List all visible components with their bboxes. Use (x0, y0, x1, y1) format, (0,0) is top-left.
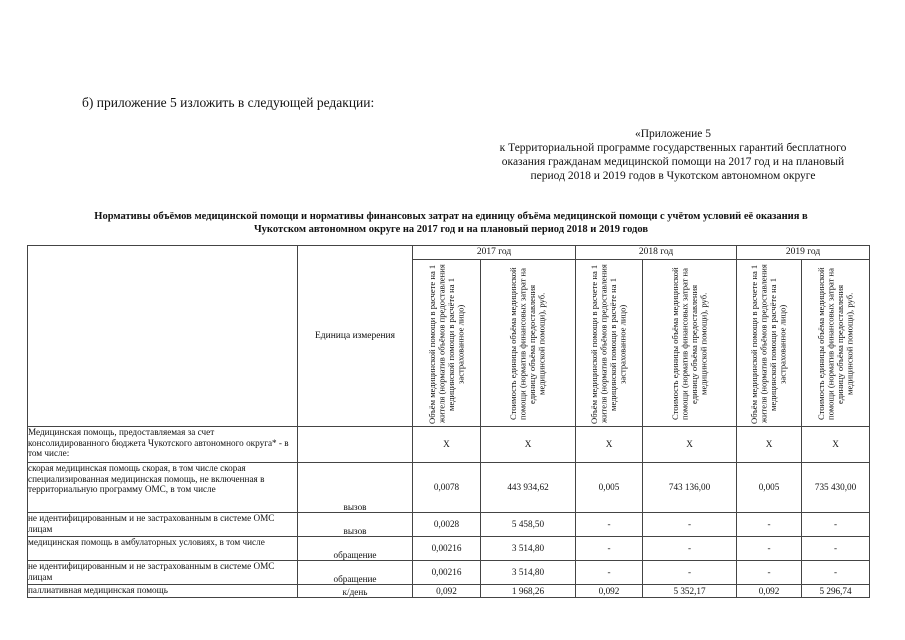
cell-value: - (802, 561, 870, 585)
row-unit: вызов (298, 463, 413, 513)
vertical-label: Стоимость единицы объёма медицинской помощи (норматив финансовых затрат на единицу объёма предоставления медицинской помощи), руб. (669, 267, 709, 420)
table-title-line: Нормативы объёмов медицинской помощи и нормативы финансовых затрат на единицу объёма медицинской помощи с учётом условий её оказания в (94, 211, 808, 222)
amendment-intro: б) приложение 5 изложить в следующей редакции: (82, 95, 375, 110)
cell-value: 0,00216 (413, 561, 481, 585)
row-name: скорая медицинская помощь скорая, в том числе скорая специализированная медицинская помощь, не включенная в территориальную программу ОМС, в том числе (28, 463, 298, 513)
cell-value: - (737, 513, 802, 537)
vertical-label: Объём медицинской помощи в расчете на 1 жителя (норматив объёмов предоставления медицинской помощи в расчёте на 1 застрахованное лицо) (749, 263, 788, 424)
row-name: паллиативная медицинская помощь (28, 585, 298, 598)
appendix-line: оказания гражданам медицинской помощи на 2017 год и на плановый (501, 156, 845, 168)
norms-table (27, 245, 870, 598)
cell-value: 743 136,00 (643, 463, 737, 513)
cell-value: 735 430,00 (802, 463, 870, 513)
cell-value: X (802, 427, 870, 463)
header-volume-2017 (413, 260, 481, 427)
cell-value: X (576, 427, 643, 463)
vertical-label: Стоимость единицы объёма медицинской помощи (норматив финансовых затрат на единицу объёма предоставления медицинской помощи), руб. (815, 267, 855, 420)
row-name: не идентифицированным и не застрахованным в системе ОМС лицам (28, 513, 298, 537)
table-row (28, 537, 870, 561)
cell-value: X (481, 427, 576, 463)
header-year-2019: 2019 год (737, 246, 870, 260)
cell-value: 1 968,26 (481, 585, 576, 598)
table-row (28, 463, 870, 513)
vertical-label: Объём медицинской помощи в расчете на 1 жителя (норматив объёмов предоставления медицинской помощи в расчёте на 1 застрахованное лицо) (426, 263, 465, 424)
cell-value: 0,0078 (413, 463, 481, 513)
appendix-heading (440, 127, 905, 183)
appendix-line: «Приложение 5 (634, 128, 712, 140)
vertical-label: Объём медицинской помощи в расчете на 1 жителя (норматив объёмов предоставления медицинской помощи в расчёте на 1 застрахованное лицо) (589, 263, 628, 424)
header-cost-2018 (643, 260, 737, 427)
cell-value: 0,092 (737, 585, 802, 598)
header-volume-2018 (576, 260, 643, 427)
cell-value: 443 934,62 (481, 463, 576, 513)
row-unit: обращение (298, 561, 413, 585)
cell-value: - (802, 537, 870, 561)
row-name: не идентифицированным и не застрахованным в системе ОМС лицам (28, 561, 298, 585)
cell-value: - (576, 537, 643, 561)
cell-value: 5 458,50 (481, 513, 576, 537)
cell-value: 3 514,80 (481, 537, 576, 561)
table-row (28, 585, 870, 598)
cell-value: - (643, 537, 737, 561)
cell-value: - (737, 537, 802, 561)
row-unit: вызов (298, 513, 413, 537)
cell-value: 0,005 (737, 463, 802, 513)
cell-value: - (643, 513, 737, 537)
header-volume-2019 (737, 260, 802, 427)
cell-value: 0,0028 (413, 513, 481, 537)
header-cost-2017 (481, 260, 576, 427)
header-cost-2019 (802, 260, 870, 427)
cell-value: - (737, 561, 802, 585)
appendix-line: к Территориальной программе государственных гарантий бесплатного (499, 142, 847, 154)
row-name: медицинская помощь в амбулаторных условиях, в том числе (28, 537, 298, 561)
row-unit (298, 427, 413, 463)
cell-value: 5 296,74 (802, 585, 870, 598)
row-name: Медицинская помощь, предоставляемая за счет консолидированного бюджета Чукотского автономного округа* - в том числе: (28, 427, 298, 463)
cell-value: 0,005 (576, 463, 643, 513)
cell-value: - (576, 513, 643, 537)
cell-value: - (643, 561, 737, 585)
cell-value: X (643, 427, 737, 463)
cell-value: 0,00216 (413, 537, 481, 561)
cell-value: 0,092 (576, 585, 643, 598)
appendix-line: период 2018 и 2019 годов в Чукотском автономном округе (530, 170, 816, 182)
table-row (28, 561, 870, 585)
cell-value: 5 352,17 (643, 585, 737, 598)
cell-value: - (802, 513, 870, 537)
row-unit: обращение (298, 537, 413, 561)
table-row (28, 513, 870, 537)
header-empty-cell (28, 246, 298, 427)
cell-value: 3 514,80 (481, 561, 576, 585)
table-title-line: Чукотском автономном округе на 2017 год и на плановый период 2018 и 2019 годов (253, 224, 649, 235)
header-year-2017: 2017 год (413, 246, 576, 260)
vertical-label: Стоимость единицы объёма медицинской помощи (норматив финансовых затрат на единицу объёма предоставления медицинской помощи), руб. (508, 267, 547, 420)
header-unit: Единица измерения (298, 246, 413, 427)
cell-value: 0,092 (413, 585, 481, 598)
cell-value: X (737, 427, 802, 463)
cell-value: - (576, 561, 643, 585)
table-row (28, 427, 870, 463)
table-title (20, 210, 882, 236)
cell-value: X (413, 427, 481, 463)
row-unit: к/день (298, 585, 413, 598)
header-year-2018: 2018 год (576, 246, 737, 260)
